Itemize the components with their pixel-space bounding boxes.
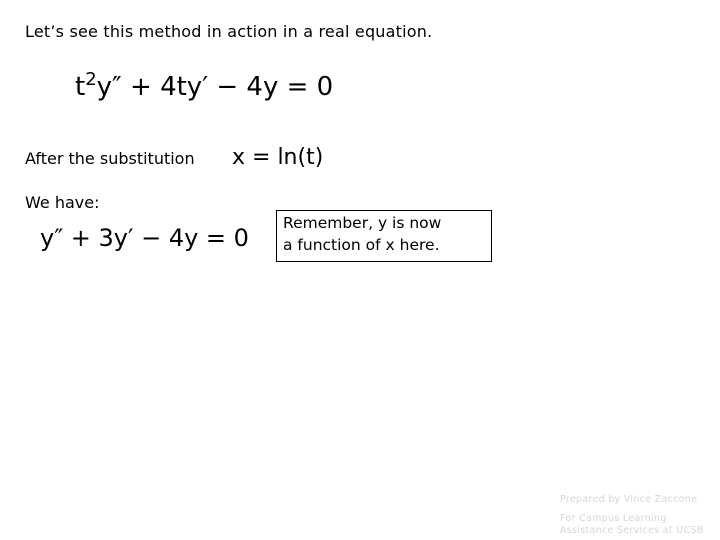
footer-credit: Prepared by Vince Zaccone [560, 494, 698, 505]
equation-rest: y″ + 4ty′ − 4y = 0 [96, 72, 334, 102]
equation-variable-t: t [75, 72, 86, 102]
reminder-note-line-2: a function of x here. [283, 236, 440, 254]
slide-heading: Let’s see this method in action in a real equation. [25, 22, 433, 41]
reminder-note-box [276, 210, 492, 262]
we-have-label: We have: [25, 193, 100, 212]
substitution-label: After the substitution [25, 149, 195, 168]
footer-org-line-1: For Campus Learning [560, 513, 667, 524]
substitution-expression: x = ln(t) [232, 145, 324, 170]
transformed-equation: y″ + 3y′ − 4y = 0 [40, 224, 249, 252]
original-equation [75, 69, 334, 102]
reminder-note-line-1: Remember, y is now [283, 214, 442, 232]
footer-org-line-2: Assistance Services at UCSB [560, 525, 704, 536]
equation-exponent: 2 [85, 69, 97, 90]
